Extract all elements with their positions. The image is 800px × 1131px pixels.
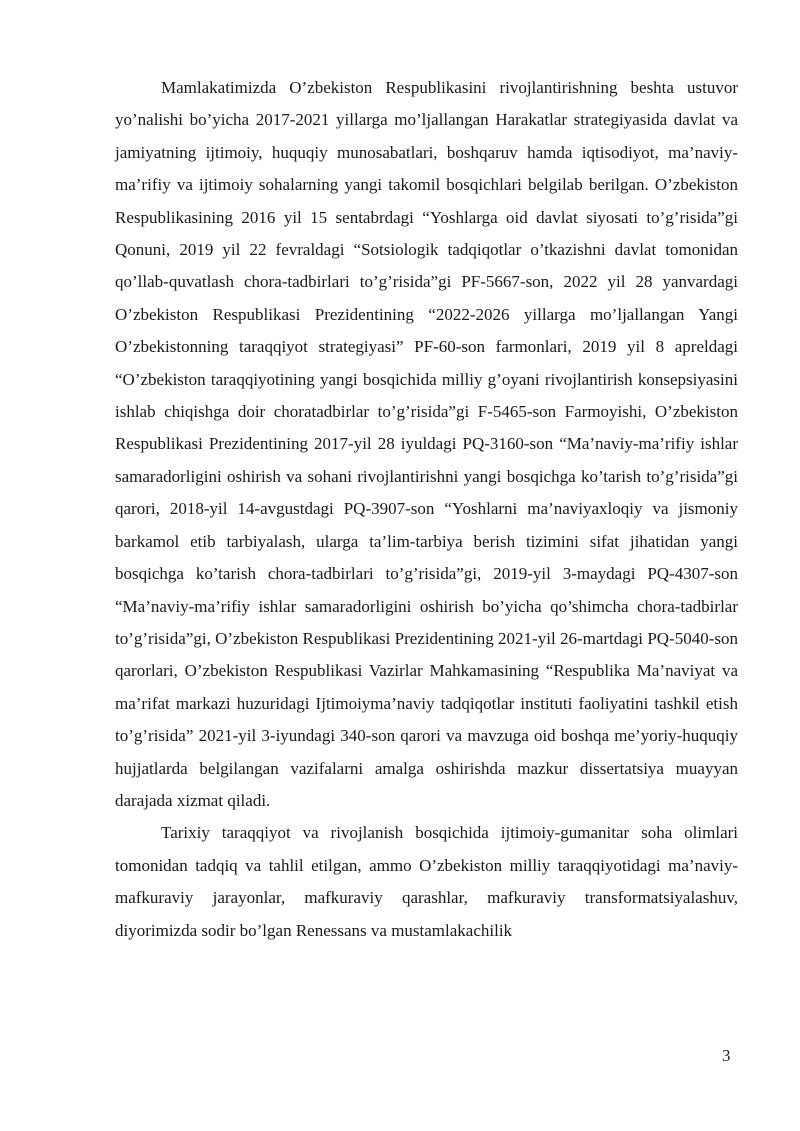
page-number: 3 xyxy=(722,1046,731,1065)
paragraph-legal-framework: Mamlakatimizda O’zbekiston Respublikasini rivojlantirishning beshta ustuvor yo’nalishi bo’yicha 2017-2021 yillarga mo’ljallangan Harakatlar strategiyasida davlat va jamiyatning ijtimoiy, huquqiy munosabatlari, boshqaruv hamda iqtisodiyot, ma’naviy-ma’rifiy va ijtimoiy sohalarning yangi takomil bosqichlari belgilab berilgan. O’zbekiston Respublikasining 2016 yil 15 sentabrdagi “Yoshlarga oid davlat siyosati to’g’risida”gi Qonuni, 2019 yil 22 fevraldagi “Sotsiologik tadqiqotlar o’tkazishni davlat tomonidan qo’llab-quvatlash chora-tadbirlari to’g’risida”gi PF-5667-son, 2022 yil 28 yanvardagi O’zbekiston Respublikasi Prezidentining “2022-2026 yillarga mo’ljallangan Yangi O’zbekistonning taraqqiyot strategiyasi” PF-60-son farmonlari, 2019 yil 8 apreldagi “O’zbekiston taraqqiyotining yangi bosqichida milliy g’oyani rivojlantirish konsepsiyasini ishlab chiqishga doir choratadbirlar to’g’risida”gi F-5465-son Farmoyishi, O’zbekiston Respublikasi Prezidentining 2017-yil 28 iyuldagi PQ-3160-son “Ma’naviy-ma’rifiy ishlar samaradorligini oshirish va sohani rivojlantirishni yangi bosqichga ko’tarish to’g’risida”gi qarori, 2018-yil 14-avgustdagi PQ-3907-son “Yoshlarni ma’naviyaxloqiy va jismoniy barkamol etib tarbiyalash, ularga ta’lim-tarbiya berish tizimini sifat jihatidan yangi bosqichga ko’tarish chora-tadbirlari to’g’risida”gi, 2019-yil 3-maydagi PQ-4307-son “Ma’naviy-ma’rifiy ishlar samaradorligini oshirish bo’yicha qo’shimcha chora-tadbirlar to’g’risida”gi, O’zbekiston Respublikasi Prezidentining 2021-yil 26-martdagi PQ-5040-son qarorlari, O’zbekiston Respublikasi Vazirlar Mahkamasining “Respublika Ma’naviyat va ma’rifat markazi huzuridagi Ijtimoiyma’naviy tadqiqotlar instituti faoliyatini tashkil etish to’g’risida” 2021-yil 3-iyundagi 340-son qarori va mavzuga oid boshqa me’yoriy-huquqiy hujjatlarda belgilangan vazifalarni amalga oshirishda mazkur dissertatsiya muayyan darajada xizmat qiladi. xyxy=(115,78,738,810)
body-text xyxy=(115,72,738,947)
paragraph-historical-development: Tarixiy taraqqiyot va rivojlanish bosqichida ijtimoiy-gumanitar soha olimlari tomonidan tadqiq va tahlil etilgan, ammo O’zbekiston milliy taraqqiyotidagi ma’naviy-mafkuraviy jarayonlar, mafkuraviy qarashlar, mafkuraviy transformatsiyalashuv, diyorimizda sodir bo’lgan Renessans va mustamlakachilik xyxy=(115,823,738,940)
